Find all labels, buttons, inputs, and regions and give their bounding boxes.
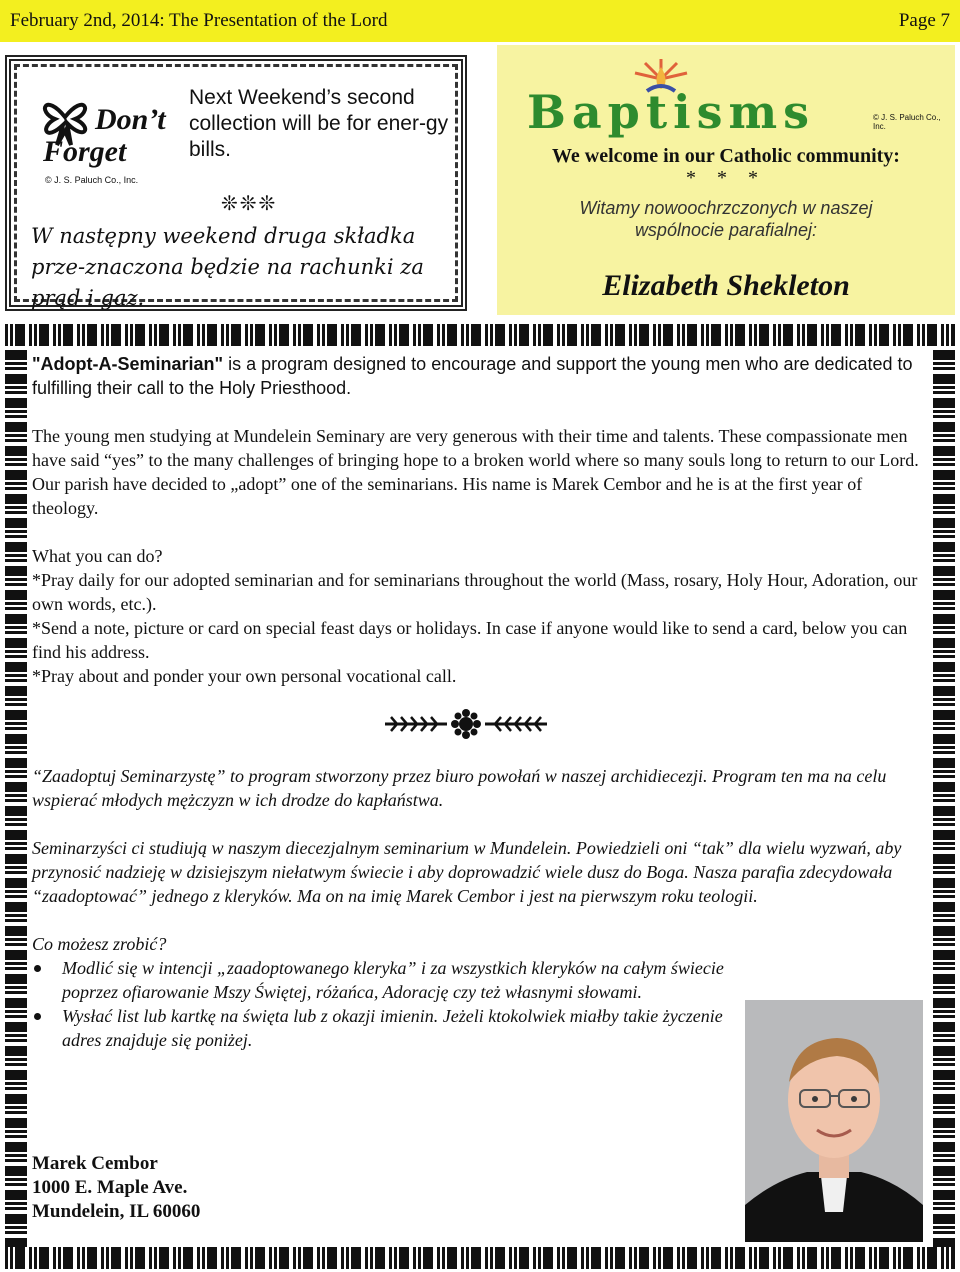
ornamental-border-top	[5, 324, 955, 346]
intro-rest: is a program designed to encourage and support the young men who are dedicated to fulfilling their call to the Holy Priesthood.	[32, 354, 913, 398]
dont-forget-english-text: Next Weekend’s second collection will be for ener-gy bills.	[189, 86, 449, 161]
seminarian-box	[5, 324, 955, 1269]
intro-paragraph	[32, 352, 922, 400]
header-date-title: February 2nd, 2014: The Presentation of the Lord	[10, 10, 388, 31]
polish-intro-paragraph: “Zaadoptuj Seminarzystę” to program stworzony przez biuro powołań w naszej archidiecezji. Program ten ma na celu wspierać młodych mężczyzn w ich drodze do kapłaństwa.	[32, 766, 887, 810]
action-item-pray: *Pray daily for our adopted seminarian and for seminarians throughout the world (Mass, rosary, Holy Hour, Adoration, our own words, etc.).	[32, 570, 918, 614]
list-item	[32, 1004, 732, 1052]
baptisms-title: Baptisms	[527, 85, 816, 139]
action-item-ponder: *Pray about and ponder your own personal vocational call.	[32, 666, 457, 686]
page-header	[0, 0, 960, 42]
what-you-can-do: What you can do?	[32, 546, 163, 566]
baptized-name: Elizabeth Shekleton	[602, 269, 850, 302]
dont-forget-logo-line1: Don’t	[95, 103, 166, 136]
polish-mundelein-paragraph: Seminarzyści ci studiują w naszym diecezjalnym seminarium w Mundelein. Powiedzieli oni “tak” dla wielu wyzwań, aby przynosić nadzieję w dzisiejszym niełatwym świecie i aby doprowadzić wiele dusz do Boga. Nasza parafia zdecydowała “zaadoptować” jednego z kleryków. Ma on na imię Marek Cembor i jest na pierwszym roku teologii.	[32, 838, 902, 906]
baptisms-copyright: © J. S. Paluch Co., Inc.	[873, 113, 941, 131]
mailing-address	[32, 1152, 200, 1224]
bullet-icon	[34, 1013, 41, 1020]
baptisms-polish-line1: Witamy nowoochrzczonych w naszej	[579, 198, 873, 218]
english-section	[32, 352, 922, 688]
dont-forget-copyright: © J. S. Paluch Co., Inc.	[45, 175, 139, 185]
page-number: Page 7	[898, 10, 950, 31]
polish-question: Co możesz zrobić?	[32, 934, 167, 954]
dont-forget-logo-line2: Forget	[43, 135, 127, 168]
list-item	[32, 956, 732, 1004]
bullet-icon	[34, 965, 41, 972]
dont-forget-box	[5, 55, 467, 311]
address-street: 1000 E. Maple Ave.	[32, 1177, 188, 1198]
baptisms-welcome: We welcome in our Catholic community:	[552, 145, 900, 167]
polish-bullet-pray: Modlić się w intencji „zaadoptowanego kleryka” i za wszystkich kleryków na całym świecie poprzez ofiarowanie Mszy Świętej, różańca, Adorację czy też własnymi słowami.	[62, 958, 724, 1002]
snowflake-stars-icon: ❊❊❊	[221, 193, 278, 215]
baptisms-polish-line2: wspólnocie parafialnej:	[634, 220, 818, 240]
ornamental-border-bottom	[5, 1247, 955, 1269]
dont-forget-logo	[35, 87, 185, 197]
program-name: "Adopt-A-Seminarian"	[32, 354, 224, 374]
action-item-send: *Send a note, picture or card on special feast days or holidays. In case if anyone would like to send a card, below you can find his address.	[32, 618, 908, 662]
address-city: Mundelein, IL 60060	[32, 1201, 201, 1222]
ornamental-border-left	[5, 346, 27, 1247]
floral-divider-icon	[377, 708, 555, 740]
address-name: Marek Cembor	[32, 1153, 158, 1174]
ornamental-border-right	[933, 346, 955, 1247]
baptisms-polish-welcome	[497, 197, 955, 241]
polish-bullet-send: Wysłać list lub kartkę na święta lub z okazji imienin. Jeżeli ktokolwiek miałby takie życzenie adres znajduje się poniżej.	[62, 1006, 723, 1050]
dont-forget-polish-text: W następny weekend druga składka prze-znaczona będzie na rachunki za prąd i gaz.	[31, 224, 424, 310]
baptisms-stars: * * *	[686, 167, 766, 189]
seminarian-photo	[745, 1000, 923, 1242]
baptisms-box	[497, 45, 955, 315]
mundelein-paragraph: The young men studying at Mundelein Seminary are very generous with their time and talents. These compassionate men have said “yes” to the many challenges of bringing hope to a broken world where so many souls long to return to our Lord. Our parish have decided to „adopt” one of the seminarians. His name is Marek Cembor and he is at the first year of theology.	[32, 426, 919, 518]
